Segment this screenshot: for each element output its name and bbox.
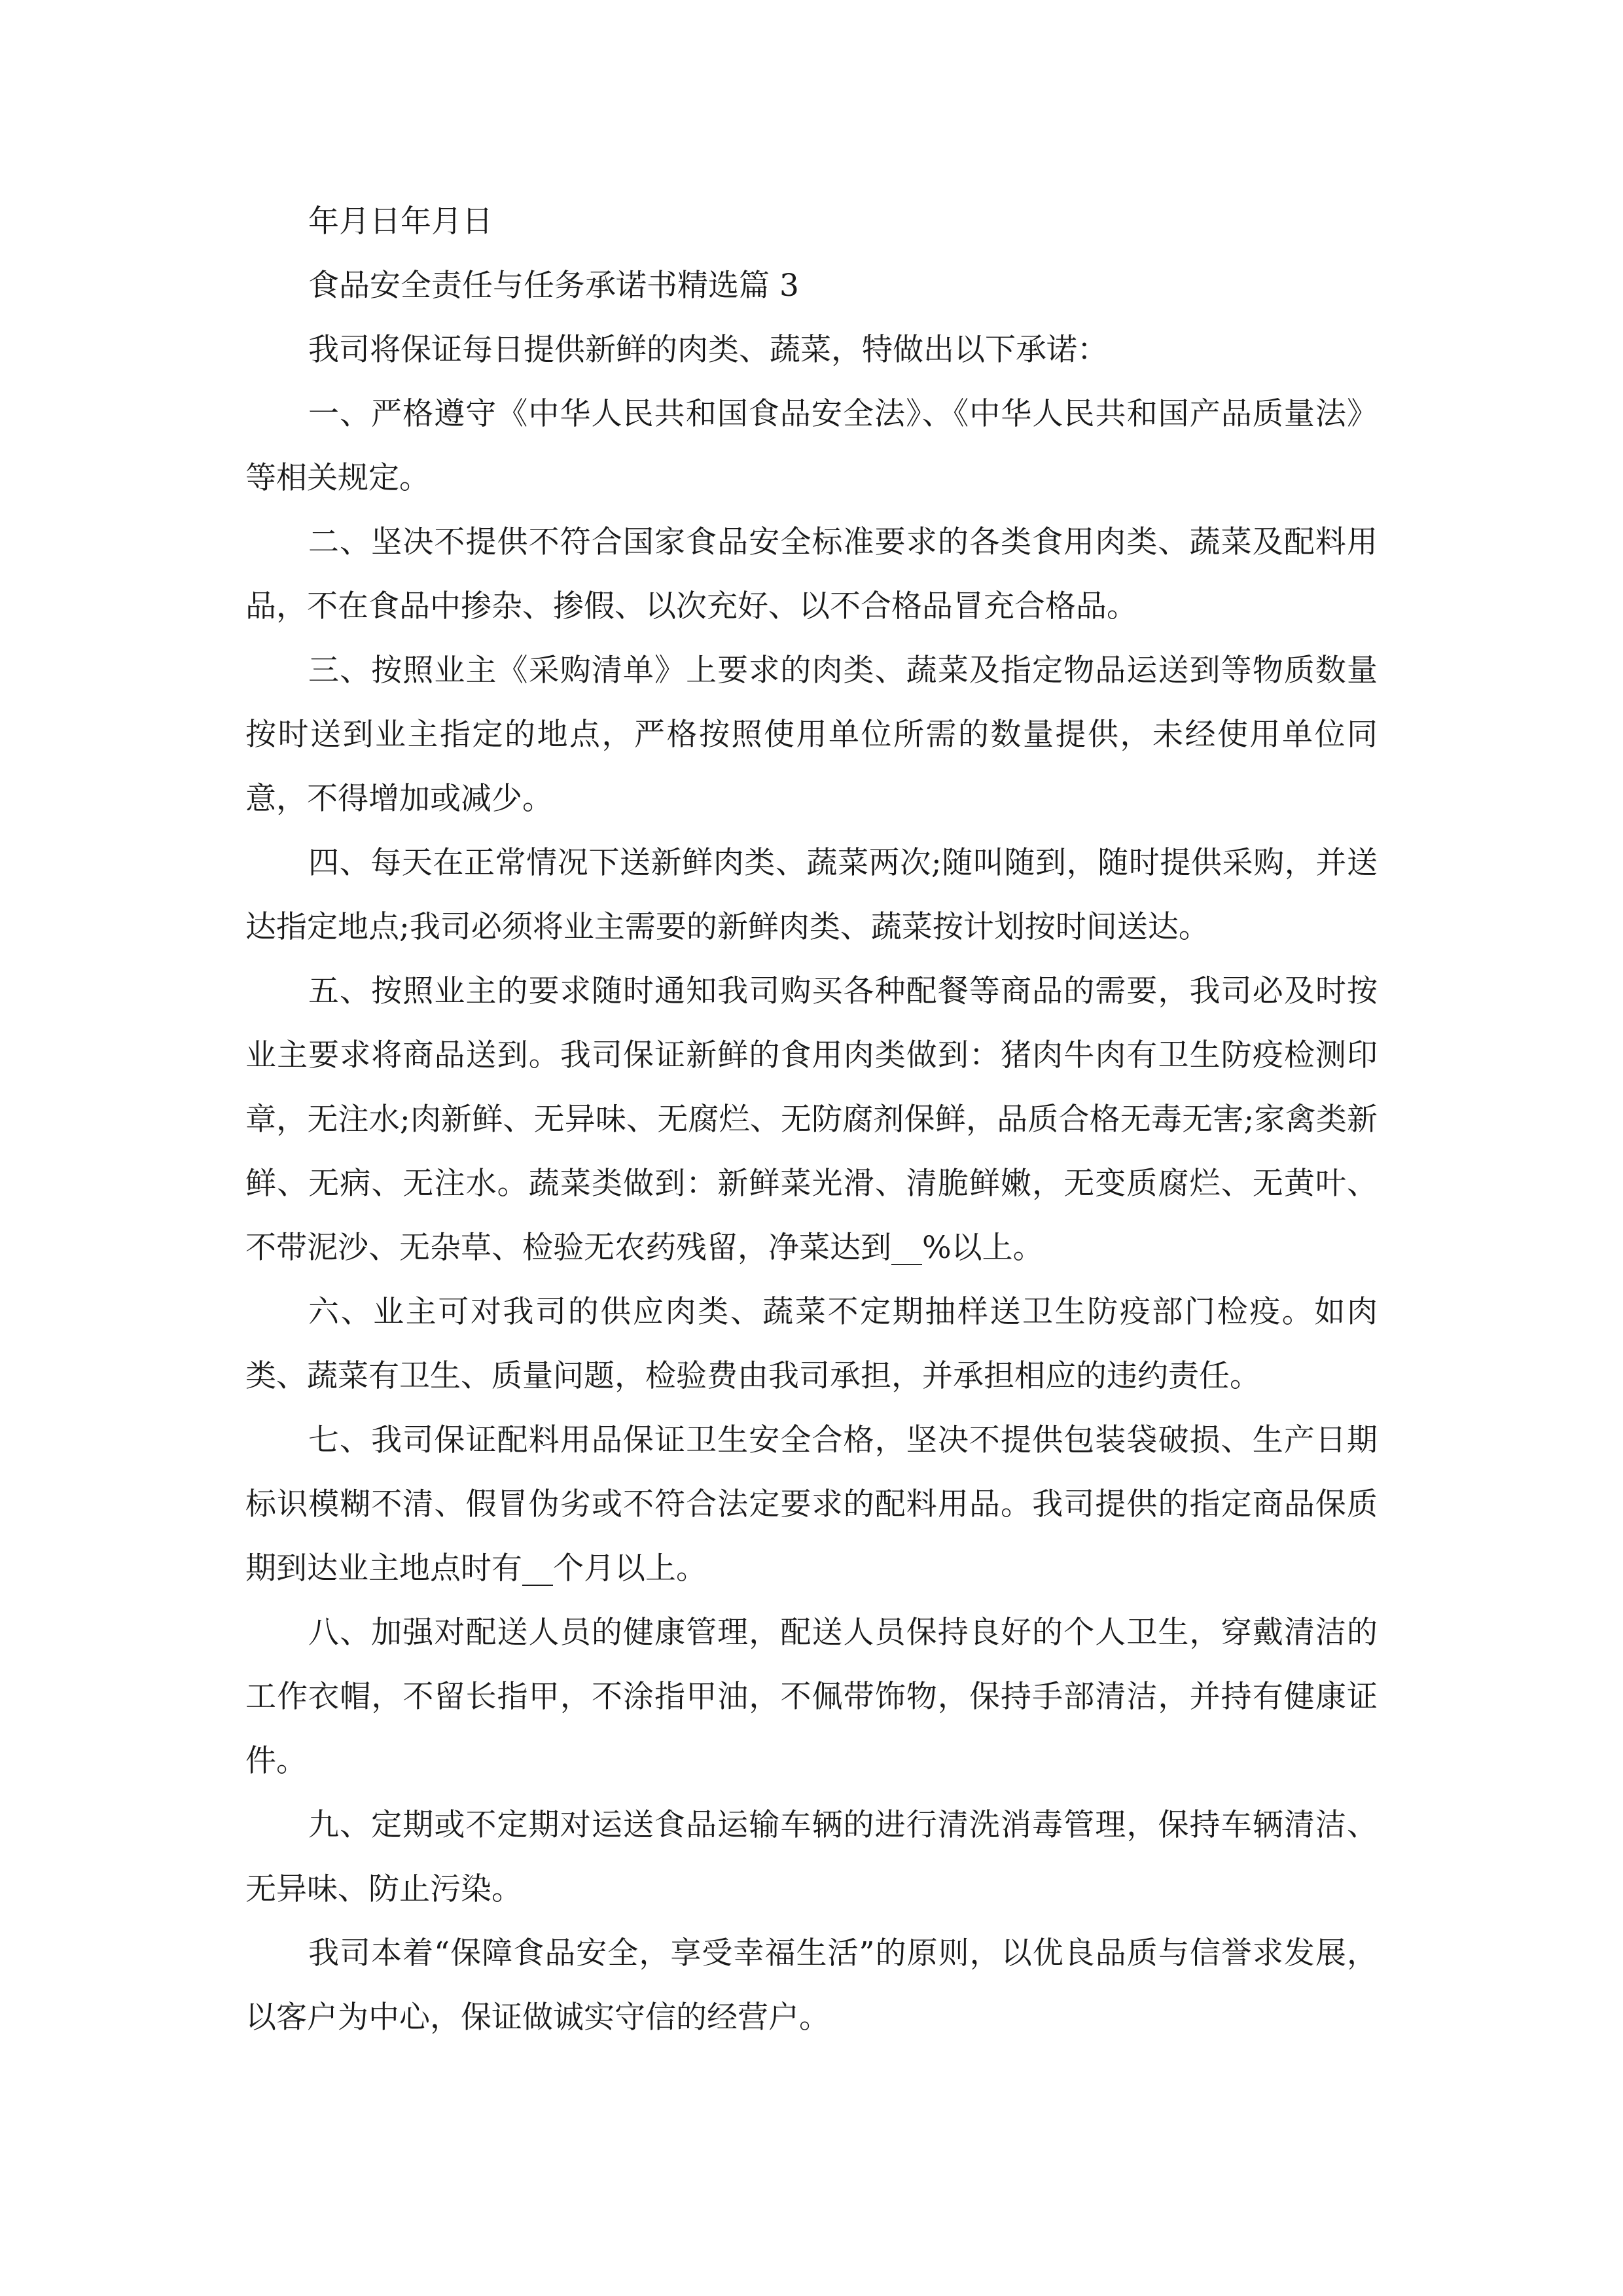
document-heading: 食品安全责任与任务承诺书精选篇 3 [308,268,799,304]
commitment-item-2: 二、坚决不提供不符合国家食品安全标准要求的各类食用肉类、蔬菜及配料用品，不在食品中掺杂、掺假、以次充好、以不合格品冒充合格品。 [245,524,1378,624]
commitment-item-8: 八、加强对配送人员的健康管理，配送人员保持良好的个人卫生，穿戴清洁的工作衣帽，不留长指甲，不涂指甲油，不佩带饰物，保持手部清洁，并持有健康证件。 [245,1615,1378,1779]
commitment-item-1: 一、严格遵守《中华人民共和国食品安全法》、《中华人民共和国产品质量法》等相关规定。 [245,396,1378,496]
commitment-item-6: 六、业主可对我司的供应肉类、蔬菜不定期抽样送卫生防疫部门检疫。如肉类、蔬菜有卫生、质量问题，检验费由我司承担，并承担相应的违约责任。 [245,1294,1378,1394]
date-line: 年月日年月日 [308,204,493,240]
commitment-item-9: 九、定期或不定期对运送食品运输车辆的进行清洗消毒管理，保持车辆清洁、无异味、防止污染。 [245,1807,1378,1907]
commitment-item-5: 五、按照业主的要求随时通知我司购买各种配餐等商品的需要，我司必及时按业主要求将商品送到。我司保证新鲜的食用肉类做到：猪肉牛肉有卫生防疫检测印章，无注水;肉新鲜、无异味、无腐烂、无防腐剂保鲜，品质合格无毒无害;家禽类新鲜、无病、无注水。蔬菜类做到：新鲜菜光滑、清脆鲜嫩，无变质腐烂、无黄叶、不带泥沙、无杂草、检验无农药残留，净菜达到__%以上。 [245,973,1378,1266]
closing-paragraph: 我司本着“保障食品安全，享受幸福生活”的原则，以优良品质与信誉求发展，以客户为中心，保证做诚实守信的经营户。 [245,1935,1378,2036]
document-body [245,190,1378,2050]
intro-paragraph: 我司将保证每日提供新鲜的肉类、蔬菜，特做出以下承诺： [308,332,1108,368]
commitment-item-7: 七、我司保证配料用品保证卫生安全合格，坚决不提供包装袋破损、生产日期标识模糊不清、假冒伪劣或不符合法定要求的配料用品。我司提供的指定商品保质期到达业主地点时有__个月以上。 [245,1422,1378,1587]
commitment-item-4: 四、每天在正常情况下送新鲜肉类、蔬菜两次;随叫随到，随时提供采购，并送达指定地点;我司必须将业主需要的新鲜肉类、蔬菜按计划按时间送达。 [245,845,1378,945]
commitment-item-3: 三、按照业主《采购清单》上要求的肉类、蔬菜及指定物品运送到等物质数量按时送到业主指定的地点，严格按照使用单位所需的数量提供，未经使用单位同意，不得增加或减少。 [245,653,1378,817]
